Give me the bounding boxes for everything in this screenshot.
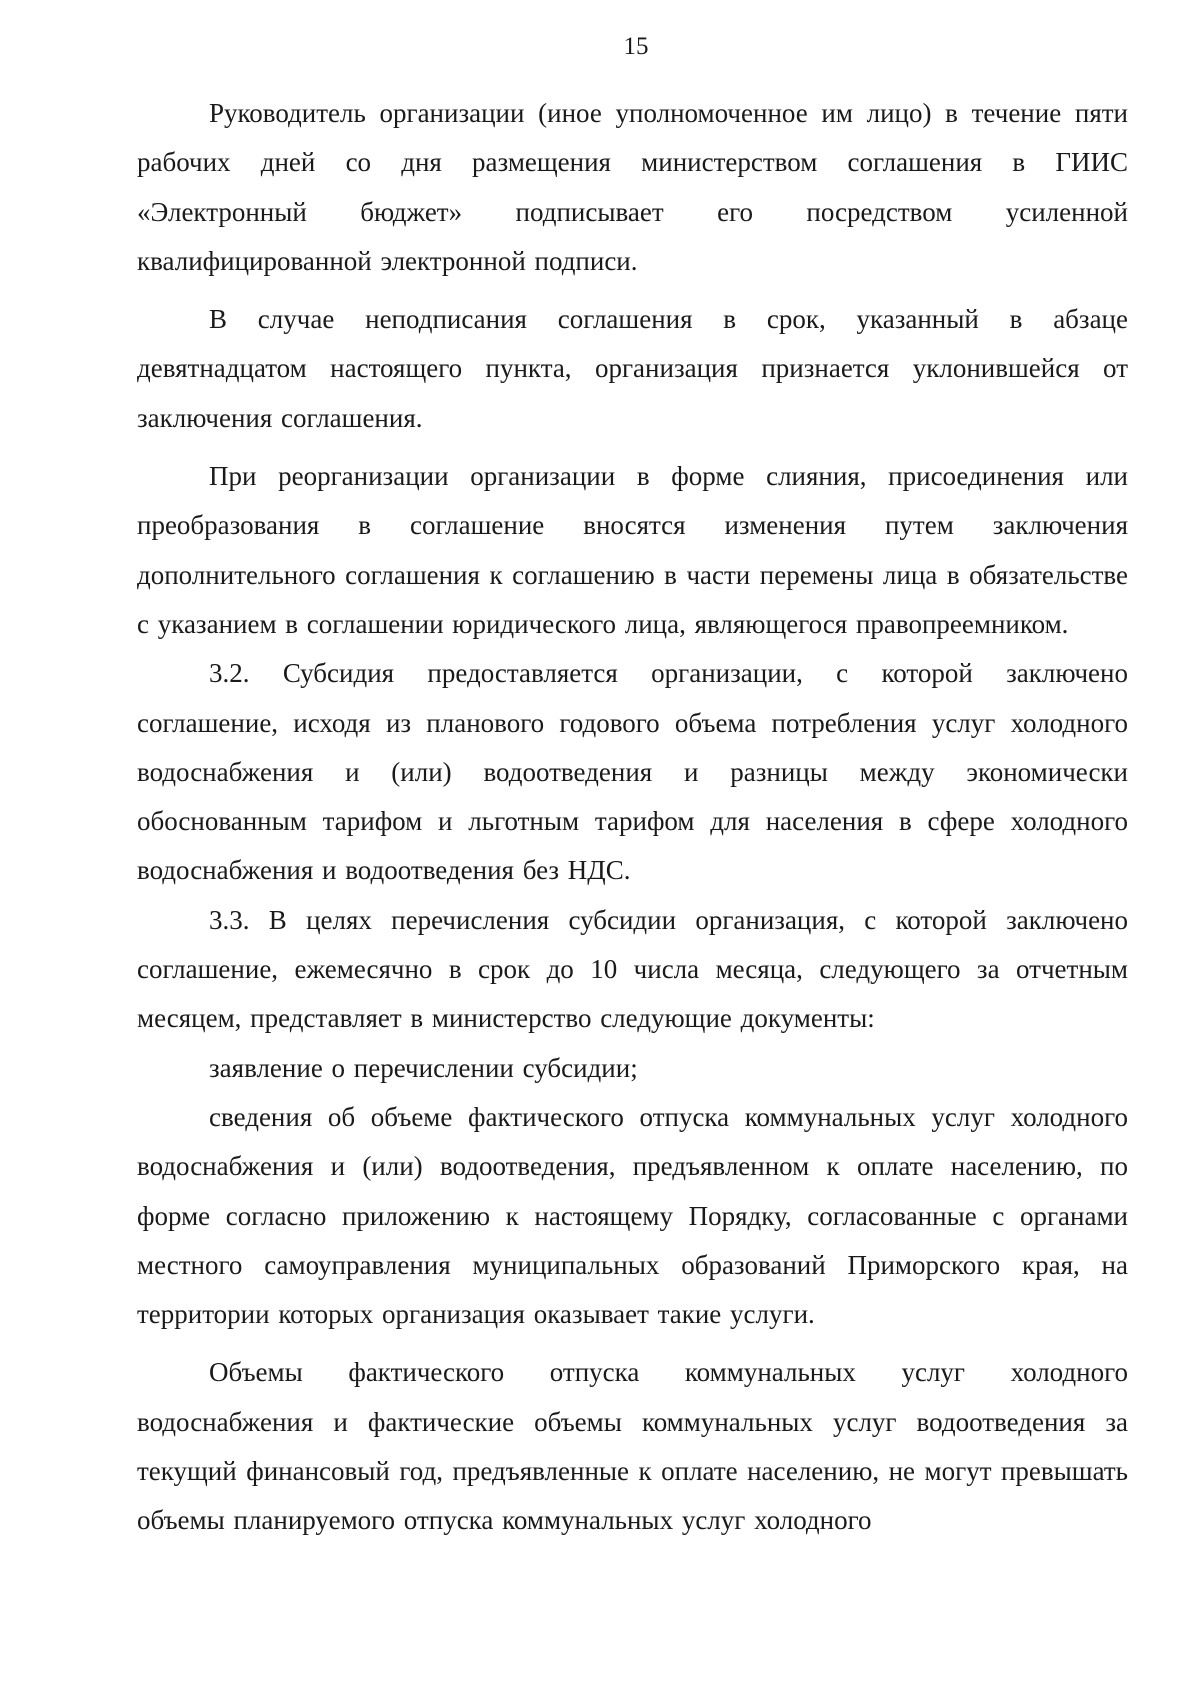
paragraph-volumes: Объемы фактического отпуска коммунальных услуг холодного водоснабжения и фактические объемы коммунальных услуг водоотведения за текущий финансовый год, предъявленные к оплате населению, не могут превышать объемы планируемого отпуска коммунальных услуг холодного [137, 1357, 1128, 1536]
paragraph-application: заявление о перечислении субсидии; [209, 1052, 638, 1083]
paragraph-information: сведения об объеме фактического отпуска коммунальных услуг холодного водоснабжения и (или) водоотведения, предъявленном к оплате населению, по форме согласно приложению к настоящему Порядку, согласованные с органами местного самоуправления муниципальных образований Приморского края, на территории которых организация оказывает такие услуги. [137, 1101, 1128, 1330]
document-body [137, 89, 1128, 1546]
paragraph-non-signing: В случае неподписания соглашения в срок, указанный в абзаце девятнадцатом настоящего пункта, организация признается уклонившейся от заключения соглашения. [137, 304, 1128, 433]
paragraph-3-2: 3.2. Субсидия предоставляется организации, с которой заключено соглашение, исходя из планового годового объема потребления услуг холодного водоснабжения и (или) водоотведения и разницы между экономически обоснованным тарифом и льготным тарифом для населения в сфере холодного водоснабжения и водоотведения без НДС. [137, 658, 1128, 886]
paragraph-reorganization: При реорганизации организации в форме слияния, присоединения или преобразования в соглашение вносятся изменения путем заключения дополнительного соглашения к соглашению в части перемены лица в обязательстве с указанием в соглашении юридического лица, являющегося правопреемником. [137, 461, 1128, 639]
page-number: 15 [623, 33, 649, 60]
paragraph-3-3: 3.3. В целях перечисления субсидии организация, с которой заключено соглашение, ежемесячно в срок до 10 числа месяца, следующего за отчетным месяцем, представляет в министерство следующие документы: [137, 904, 1128, 1034]
paragraph-signing: Руководитель организации (иное уполномоченное им лицо) в течение пяти рабочих дней со дня размещения министерством соглашения в ГИИС «Электронный бюджет» подписывает его посредством усиленной квалифицированной электронной подписи. [137, 98, 1128, 276]
